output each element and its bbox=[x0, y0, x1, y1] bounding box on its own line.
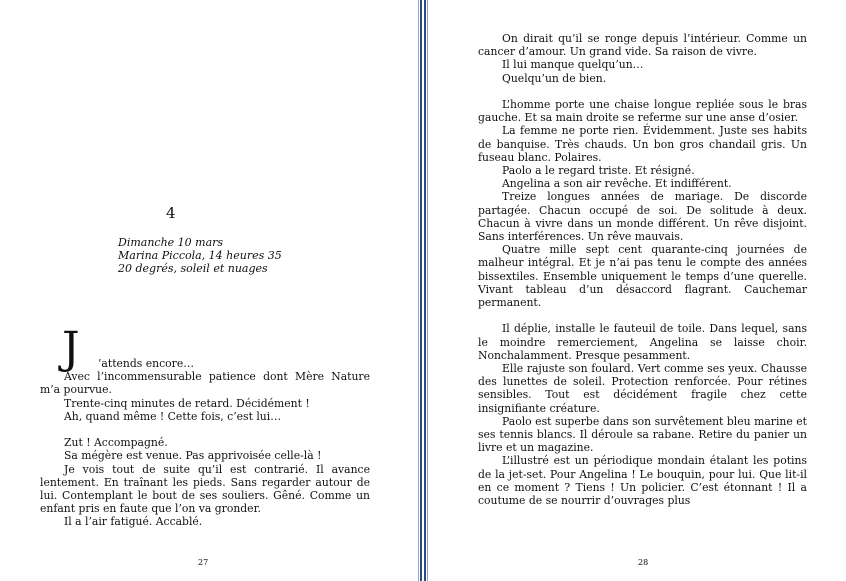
paragraph: L’illustré est un périodique mondain étalant les potins de la jet-set. Pour Angelina ! Le bouquin, pour lui. Que lit-il en ce moment ? Tiens ! Un policier. C’est étonnant ! Il a coutume de se nourrir d’ouvrages plus bbox=[478, 454, 807, 508]
paragraph: Il déplie, installe le fauteuil de toile. Dans lequel, sans le moindre remerciement, Angelina se laisse choir. Nonchalamment. Presque pesamment. bbox=[478, 322, 807, 362]
gutter-line bbox=[418, 0, 419, 581]
right-body-text bbox=[478, 32, 807, 507]
paragraph: La femme ne porte rien. Évidemment. Juste ses habits de banquise. Très chauds. Un bon gros chandail gris. Un fuseau blanc. Polaires. bbox=[478, 124, 807, 164]
gutter-line bbox=[420, 0, 422, 581]
chapter-place-date bbox=[118, 236, 282, 276]
paragraph: Angelina a son air revêche. Et indifférent. bbox=[502, 177, 732, 191]
drop-cap: J bbox=[62, 323, 80, 374]
paragraph: Quatre mille sept cent quarante-cinq journées de malheur intégral. Et je n’ai pas tenu le compte des années bissextiles. Ensemble uniquement le temps d’une querelle. Vivant tableau d’un désaccord flagrant. Cauchemar permanent. bbox=[478, 243, 807, 310]
paragraph: Zut ! Accompagné. bbox=[64, 436, 168, 450]
paragraph: Paolo a le regard triste. Et résigné. bbox=[502, 164, 695, 178]
paragraph: Sa mégère est venue. Pas apprivoisée celle-là ! bbox=[64, 449, 322, 463]
gutter-line bbox=[427, 0, 428, 581]
place-line: Marina Piccola, 14 heures 35 bbox=[118, 249, 282, 263]
chapter-number: 4 bbox=[166, 204, 176, 222]
page-number-right: 28 bbox=[638, 558, 649, 567]
first-line: ’attends encore… bbox=[98, 357, 195, 370]
book-gutter bbox=[416, 0, 430, 581]
gutter-line bbox=[424, 0, 426, 581]
left-body-text bbox=[40, 370, 370, 528]
left-page bbox=[0, 0, 416, 581]
paragraph: Je vois tout de suite qu’il est contrarié. Il avance lentement. En traînant les pieds. Sans regarder autour de lui. Contemplant le bout de ses souliers. Gêné. Comme un enfant pris en faute que l’on va gronder. bbox=[40, 462, 370, 516]
place-line: 20 degrés, soleil et nuages bbox=[118, 262, 268, 276]
paragraph: Avec l’incommensurable patience dont Mère Nature m’a pourvue. bbox=[40, 370, 370, 397]
paragraph: Elle rajuste son foulard. Vert comme ses yeux. Chausse des lunettes de soleil. Protection renforcée. Pour rétines sensibles. Tout est décidément fragile chez cette insignifiante créature. bbox=[478, 362, 807, 415]
page-number-left: 27 bbox=[198, 558, 209, 567]
paragraph: Ah, quand même ! Cette fois, c’est lui… bbox=[64, 409, 282, 423]
paragraph: On dirait qu’il se ronge depuis l’intérieur. Comme un cancer d’amour. Un grand vide. Sa raison de vivre. bbox=[478, 32, 807, 59]
paragraph: Treize longues années de mariage. De discorde partagée. Chacun occupé de soi. De solitude à deux. Chacun à vivre dans un monde différent. Un rêve disjoint. Sans interférences. Un rêve mauvais. bbox=[478, 190, 807, 244]
paragraph: Trente-cinq minutes de retard. Décidément ! bbox=[64, 396, 310, 410]
paragraph: L’homme porte une chaise longue repliée sous le bras gauche. Et sa main droite se referme sur une anse d’osier. bbox=[478, 98, 807, 125]
paragraph: Paolo est superbe dans son survêtement bleu marine et ses tennis blancs. Il déroule sa rabane. Retire du panier un livre et un magazine. bbox=[478, 414, 807, 455]
paragraph: Il lui manque quelqu’un… bbox=[502, 58, 644, 72]
paragraph: Il a l’air fatigué. Accablé. bbox=[64, 515, 203, 529]
place-line: Dimanche 10 mars bbox=[118, 236, 224, 249]
paragraph: Quelqu’un de bien. bbox=[502, 71, 607, 85]
